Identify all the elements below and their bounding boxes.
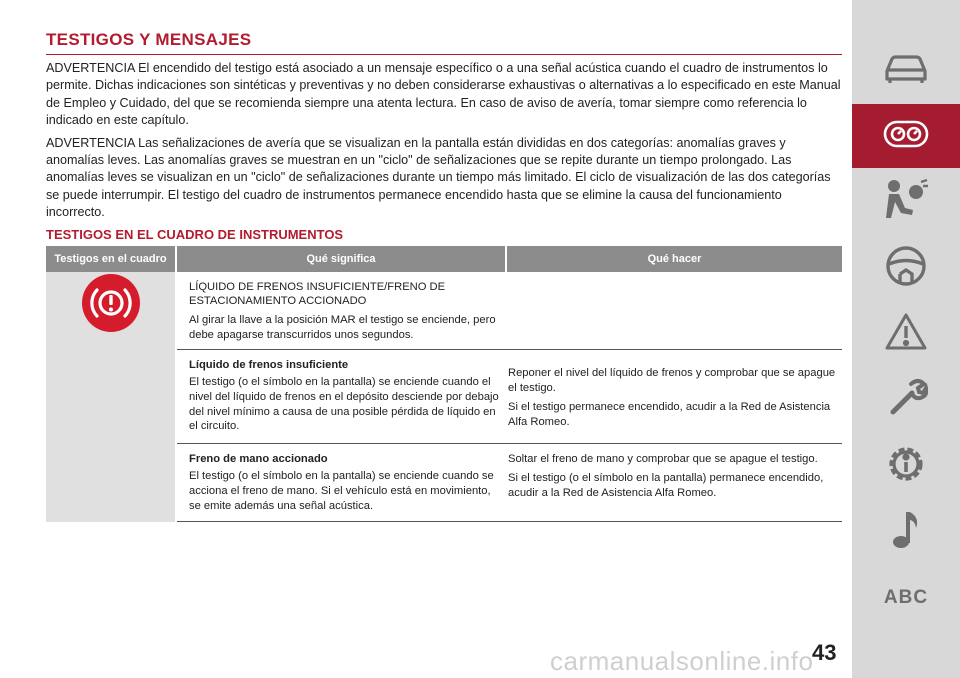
action-text: Soltar el freno de mano y comprobar que se apague el testigo. (508, 453, 818, 466)
wrench-icon (884, 376, 928, 425)
warning-lights-table (46, 246, 842, 523)
warning-paragraph-2: ADVERTENCIA Las señalizaciones de avería que se visualizan en la pantalla están divididas en dos categorías: anomalías graves y anomalías leves. Las anomalías graves se muestran en un "ciclo" de señalizaciones que se repite durante un tiempo prolongado. Las anomalías leves se visualizan en un "ciclo" de señalizaciones durante un tiempo más limitado. El ciclo de visualización de las dos categorías se puede interrumpir. El testigo del cuadro de instrumentos permanece encendido hasta que se elimine la causa del funcionamiento incorrecto. (46, 135, 831, 220)
meaning-heading: Líquido de frenos insuficiente (189, 359, 349, 372)
meaning-text: El testigo (o el símbolo en la pantalla) se enciende cuando el nivel del líquido de frenos en el depósito desciende por debajo del nivel mínimo a causa de una posible pérdida de líquido en el circuito. (189, 375, 499, 433)
sidebar-item-dashboard[interactable] (852, 104, 960, 168)
meaning-heading: Freno de mano accionado (189, 453, 328, 466)
action-text: Reponer el nivel del líquido de frenos y comprobar que se apague el testigo. (508, 367, 836, 394)
action-text: Si el testigo (o el símbolo en la pantalla) permanece encendido, acudir a la Red de Asistencia Alfa Romeo. (508, 471, 824, 499)
sidebar-item-technical-data[interactable] (852, 434, 960, 498)
sidebar-item-vehicle[interactable] (852, 38, 960, 102)
page-number: 43 (812, 640, 837, 665)
steering-wheel-icon (884, 244, 928, 293)
brake-warning-icon (81, 324, 141, 336)
sidebar-item-index[interactable] (852, 566, 960, 630)
table-header-row (46, 246, 842, 272)
safety-airbag-icon (883, 178, 929, 227)
warning-triangle-icon (884, 312, 928, 357)
page-title: TESTIGOS Y MENSAJES (46, 30, 842, 55)
dashboard-warning-icon (882, 119, 930, 154)
icon-cell (46, 272, 176, 522)
music-note-icon (888, 508, 924, 557)
action-cell-1 (506, 272, 842, 350)
meaning-cell-1 (176, 272, 506, 350)
meaning-text: El testigo (o el símbolo en la pantalla) se enciende cuando se acciona el freno de mano. Si el vehículo está en movimiento, se emite además una señal acústica. (189, 469, 494, 512)
watermark: carmanualsonline.info (550, 646, 814, 676)
chapter-sidebar (852, 0, 960, 678)
page-content (46, 30, 842, 522)
header-hacer: Qué hacer (506, 246, 842, 272)
warning-paragraph-1: ADVERTENCIA El encendido del testigo está asociado a un mensaje específico o a una señal acústica cuando el cuadro de instrumentos lo permite. Dichas indicaciones son sintéticas y preventivas y no deben considerarse exhaustivas o alternativas a lo especificado en este Manual de Empleo y Cuidado, del que se recomienda siempre una atenta lectura. En caso de aviso de avería, tomar siempre como referencia lo indicado en este capítulo. (46, 61, 841, 128)
header-testigos: Testigos en el cuadro (46, 246, 176, 272)
sidebar-item-starting[interactable] (852, 236, 960, 300)
meaning-text: Al girar la llave a la posición MAR el testigo se enciende, pero debe apagarse transcurridos unos segundos. (189, 314, 496, 342)
sidebar-item-maintenance[interactable] (852, 368, 960, 432)
gear-info-icon (884, 442, 928, 491)
header-significa: Qué significa (176, 246, 506, 272)
sidebar-item-multimedia[interactable] (852, 500, 960, 564)
action-text: Si el testigo permanece encendido, acudir a la Red de Asistencia Alfa Romeo. (508, 400, 831, 428)
abc-index-label: ABC (883, 587, 929, 608)
car-icon (883, 51, 929, 90)
action-cell-2 (506, 350, 842, 444)
section-title: TESTIGOS EN EL CUADRO DE INSTRUMENTOS (46, 226, 344, 242)
sidebar-item-safety[interactable] (852, 170, 960, 234)
meaning-cell-3 (176, 444, 506, 522)
meaning-upper: LÍQUIDO DE FRENOS INSUFICIENTE/FRENO DE ESTACIONAMIENTO ACCIONADO (189, 280, 446, 308)
sidebar-item-emergency[interactable] (852, 302, 960, 366)
meaning-cell-2 (176, 350, 506, 444)
table-row (46, 272, 842, 350)
action-cell-3 (506, 444, 842, 522)
